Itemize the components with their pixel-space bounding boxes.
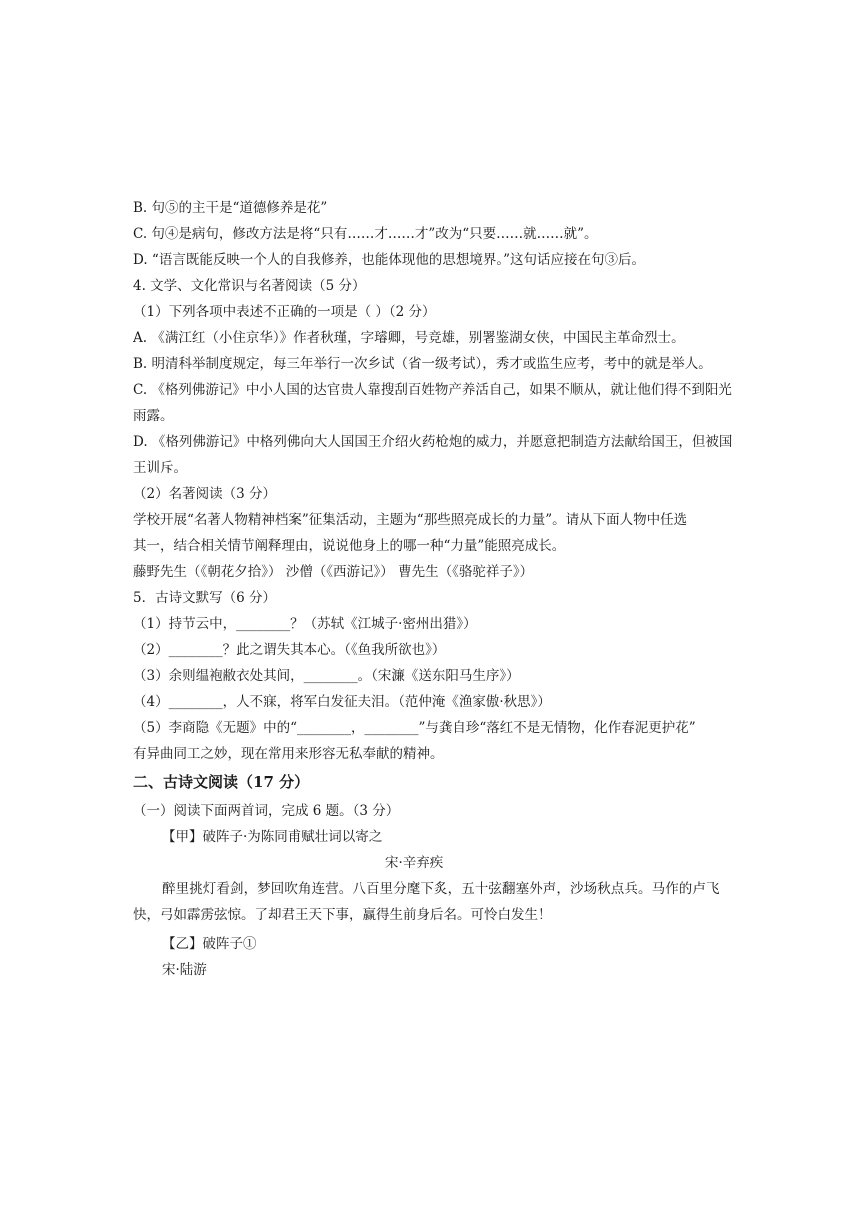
option-4-1c-line2: 雨露。 [133, 408, 174, 424]
poem-2-author: 宋·陆游 [162, 962, 207, 978]
question-5-4: （4）________，人不寐，将军白发征夫泪。（范仲淹《渔家傲·秋思》） [133, 694, 551, 710]
poem-1-line2: 快，弓如霹雳弦惊。了却君王天下事，赢得生前身后名。可怜白发生！ [133, 907, 552, 923]
option-4-1b: B. 明清科举制度规定，每三年举行一次乡试（省一级考试），秀才或监生应考，考中的就是举人。 [133, 356, 712, 372]
option-3c: C. 句④是病句，修改方法是将“只有……才……才”改为“只要……就……就”。 [133, 226, 598, 242]
question-4-2: （2）名著阅读（3 分） [133, 486, 276, 502]
question-4-title: 4. 文学、文化常识与名著阅读（5 分） [133, 278, 366, 294]
option-4-1a: A. 《满江红（小住京华）》作者秋瑾，字璿卿，号竞雄，别署鉴湖女侠，中国民主革命烈士。 [133, 330, 685, 346]
option-3b: B. 句⑤的主干是“道德修养是花” [133, 200, 328, 216]
question-5-5-line1: （5）李商隐《无题》中的“________，________”与龚自珍“落红不是无情物，化作春泥更护花” [133, 720, 696, 736]
option-4-1c-line1: C. 《格列佛游记》中小人国的达官贵人靠搜刮百姓物产养活自己，如果不顺从，就让他们得不到阳光 [133, 382, 732, 398]
poem-1-author: 宋·辛弃疾 [385, 855, 444, 871]
question-5-1: （1）持节云中，________？（苏轼《江城子·密州出猎》） [133, 616, 477, 632]
option-4-1d-line1: D. 《格列佛游记》中格列佛向大人国国王介绍火药枪炮的威力，并愿意把制造方法献给国王，但被国 [133, 434, 733, 450]
section-2-part-1: （一）阅读下面两首词，完成 6 题。（3 分） [133, 803, 400, 819]
poem-2-title: 【乙】破阵子① [162, 936, 257, 952]
question-5-5-line2: 有异曲同工之妙，现在常用来形容无私奉献的精神。 [133, 746, 444, 762]
question-5-2: （2）________？此之谓失其本心。（《鱼我所欲也》） [133, 642, 446, 658]
question-4-2-people: 藤野先生（《朝花夕拾》） 沙僧（《西游记》） 曹先生（《骆驼祥子》） [133, 564, 534, 580]
question-4-1: （1）下列各项中表述不正确的一项是（ ）（2 分） [133, 304, 436, 320]
poem-1-title: 【甲】破阵子·为陈同甫赋壮词以寄之 [162, 829, 383, 845]
section-2-title: 二、古诗文阅读（17 分） [133, 773, 310, 791]
option-3d: D. “语言既能反映一个人的自我修养，也能体现他的思想境界。”这句话应接在句③后。 [133, 252, 645, 268]
question-5-title: 5．古诗文默写（6 分） [133, 590, 276, 606]
question-4-2-text-line2: 其一，结合相关情节阐释理由，说说他身上的哪一种“力量”能照亮成长。 [133, 538, 566, 554]
poem-1-line1: 醉里挑灯看剑，梦回吹角连营。八百里分麾下炙，五十弦翻塞外声，沙场秋点兵。马作的卢飞 [162, 881, 720, 897]
option-4-1d-line2: 王训斥。 [133, 460, 187, 476]
question-4-2-text-line1: 学校开展“名著人物精神档案”征集活动，主题为“那些照亮成长的力量”。请从下面人物中任选 [133, 512, 688, 528]
question-5-3: （3）余则缊袍敝衣处其间，________。（宋濂《送东阳马生序》） [133, 668, 520, 684]
